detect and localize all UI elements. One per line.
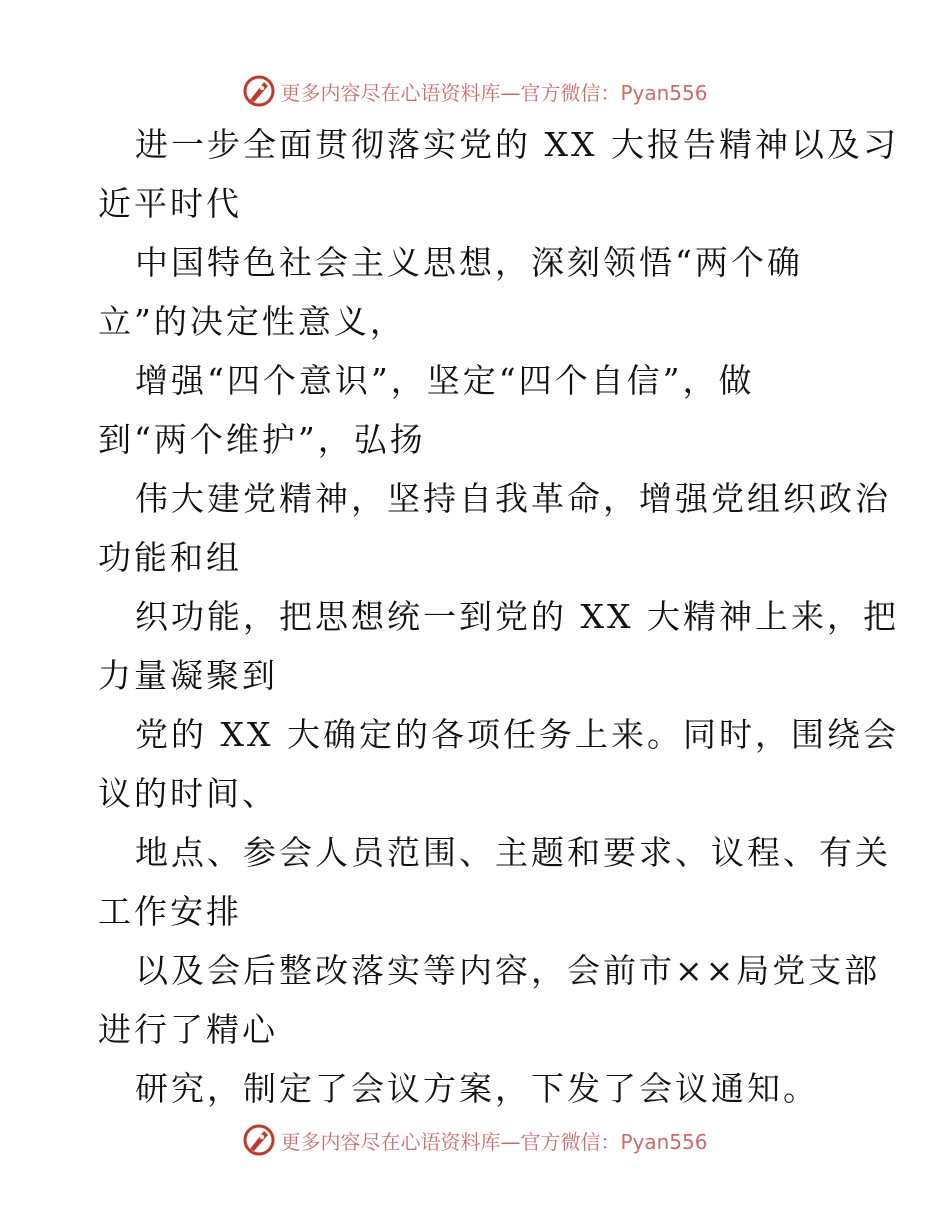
body-line: 进行了精心: [98, 1010, 278, 1049]
header-banner-text: 更多内容尽在心语资料库—官方微信：Pyan556: [280, 80, 708, 105]
body-line: 中国特色社会主义思想，深刻领悟“两个确: [135, 243, 803, 282]
body-line: 到“两个维护”，弘扬: [98, 420, 426, 459]
body-line: 力量凝聚到: [98, 656, 278, 695]
body-line: 伟大建党精神，坚持自我革命，增强党组织政治: [135, 479, 891, 518]
footer-banner: [0, 1120, 950, 1160]
body-line: 功能和组: [98, 538, 242, 577]
pen-nib-logo-icon: [242, 74, 276, 108]
body-line: 地点、参会人员范围、主题和要求、议程、有关: [135, 833, 891, 872]
body-line: 织功能，把思想统一到党的 XX 大精神上来，把: [135, 597, 899, 636]
body-line: 立”的决定性意义，: [98, 302, 406, 341]
body-line: 增强“四个意识”，坚定“四个自信”，做: [135, 361, 755, 400]
body-line: 党的 XX 大确定的各项任务上来。同时，围绕会: [135, 715, 899, 754]
body-line: 进一步全面贯彻落实党的 XX 大报告精神以及习: [135, 125, 899, 164]
body-line: 工作安排: [98, 892, 242, 931]
body-line: 研究，制定了会议方案，下发了会议通知。: [135, 1069, 819, 1108]
footer-banner-text: 更多内容尽在心语资料库—官方微信：Pyan556: [280, 1129, 708, 1154]
pen-nib-logo-icon: [242, 1123, 276, 1157]
header-banner: [0, 71, 950, 111]
body-line: 议的时间、: [98, 774, 278, 813]
body-line: 以及会后整改落实等内容，会前市××局党支部: [135, 951, 881, 990]
body-line: 近平时代: [98, 184, 242, 223]
